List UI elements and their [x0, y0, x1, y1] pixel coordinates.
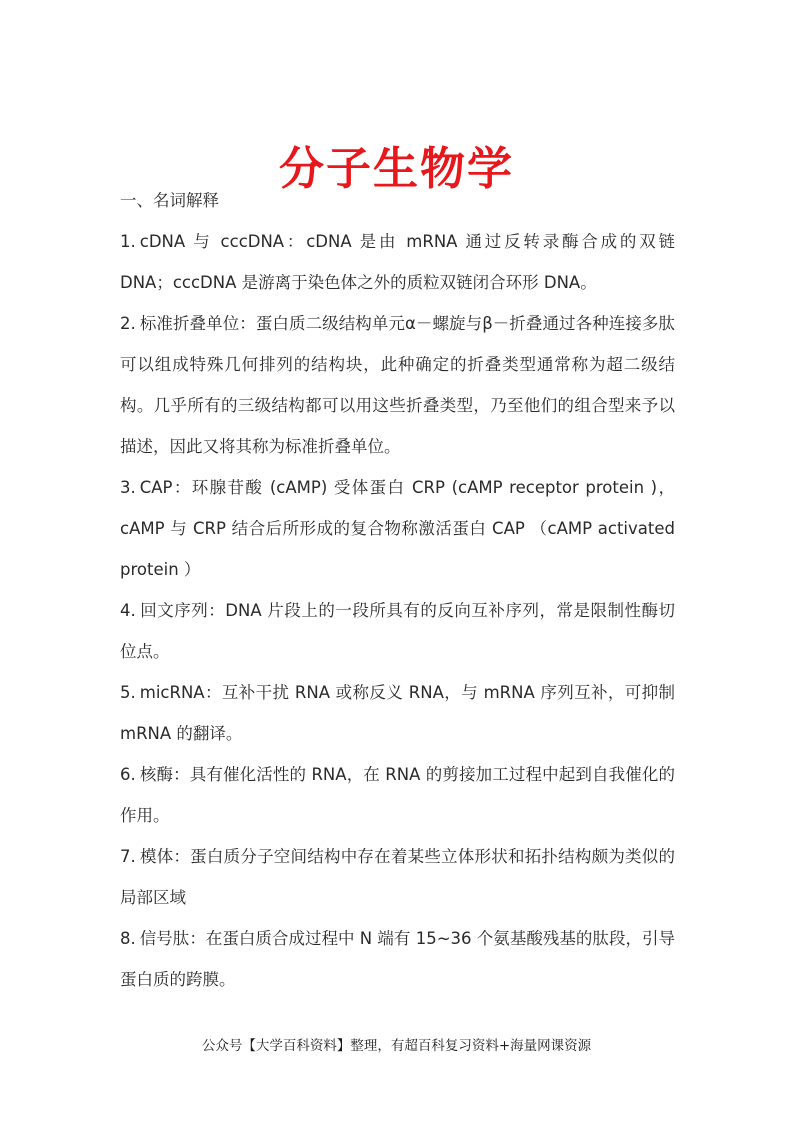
- entry-text: 回文序列：DNA 片段上的一段所具有的反向互补序列，常是限制性酶切位点。: [120, 601, 675, 661]
- entry-number: 5.: [120, 683, 136, 702]
- entry-number: 7.: [120, 847, 136, 866]
- section-heading: 一、名词解释: [120, 191, 219, 210]
- entry-text: 核酶：具有催化活性的 RNA，在 RNA 的剪接加工过程中起到自我催化的作用。: [120, 765, 675, 825]
- entry-text: micRNA：互补干扰 RNA 或称反义 RNA，与 mRNA 序列互补，可抑制 mRNA 的翻译。: [120, 683, 675, 743]
- term-entry-7: [120, 836, 675, 918]
- entry-number: 2.: [120, 314, 136, 333]
- entry-number: 1.: [120, 232, 136, 251]
- term-entry-6: [120, 754, 675, 836]
- document-body: [120, 180, 675, 1000]
- term-entry-4: [120, 590, 675, 672]
- page-title: 分子生物学: [278, 142, 514, 196]
- entry-number: 4.: [120, 601, 136, 620]
- page-footer: 公众号【大学百科资料】整理，有超百科复习资料+海量网课资源: [201, 1038, 592, 1054]
- term-entry-5: [120, 672, 675, 754]
- entry-text: 模体：蛋白质分子空间结构中存在着某些立体形状和拓扑结构颇为类似的局部区域: [120, 847, 675, 907]
- entry-text: CAP：环腺苷酸 (cAMP) 受体蛋白 CRP (cAMP receptor protein )，cAMP 与 CRP 结合后所形成的复合物称激活蛋白 CAP （cAMP activated protein ）: [120, 478, 675, 579]
- term-entry-1: [120, 221, 675, 303]
- entry-text: 信号肽：在蛋白质合成过程中 N 端有 15~36 个氨基酸残基的肽段，引导蛋白质的跨膜。: [120, 929, 675, 989]
- entry-text: 标准折叠单位：蛋白质二级结构单元α－螺旋与β－折叠通过各种连接多肽可以组成特殊几何排列的结构块，此种确定的折叠类型通常称为超二级结构。几乎所有的三级结构都可以用这些折叠类型，乃至他们的组合型来予以描述，因此又将其称为标准折叠单位。: [120, 314, 675, 456]
- term-entry-3: [120, 467, 675, 590]
- term-entry-2: [120, 303, 675, 467]
- term-entry-8: [120, 918, 675, 1000]
- entry-number: 8.: [120, 929, 136, 948]
- entry-number: 3.: [120, 478, 136, 497]
- entry-number: 6.: [120, 765, 136, 784]
- entry-text: cDNA 与 cccDNA：cDNA 是由 mRNA 通过反转录酶合成的双链 DNA；cccDNA 是游离于染色体之外的质粒双链闭合环形 DNA。: [120, 232, 675, 292]
